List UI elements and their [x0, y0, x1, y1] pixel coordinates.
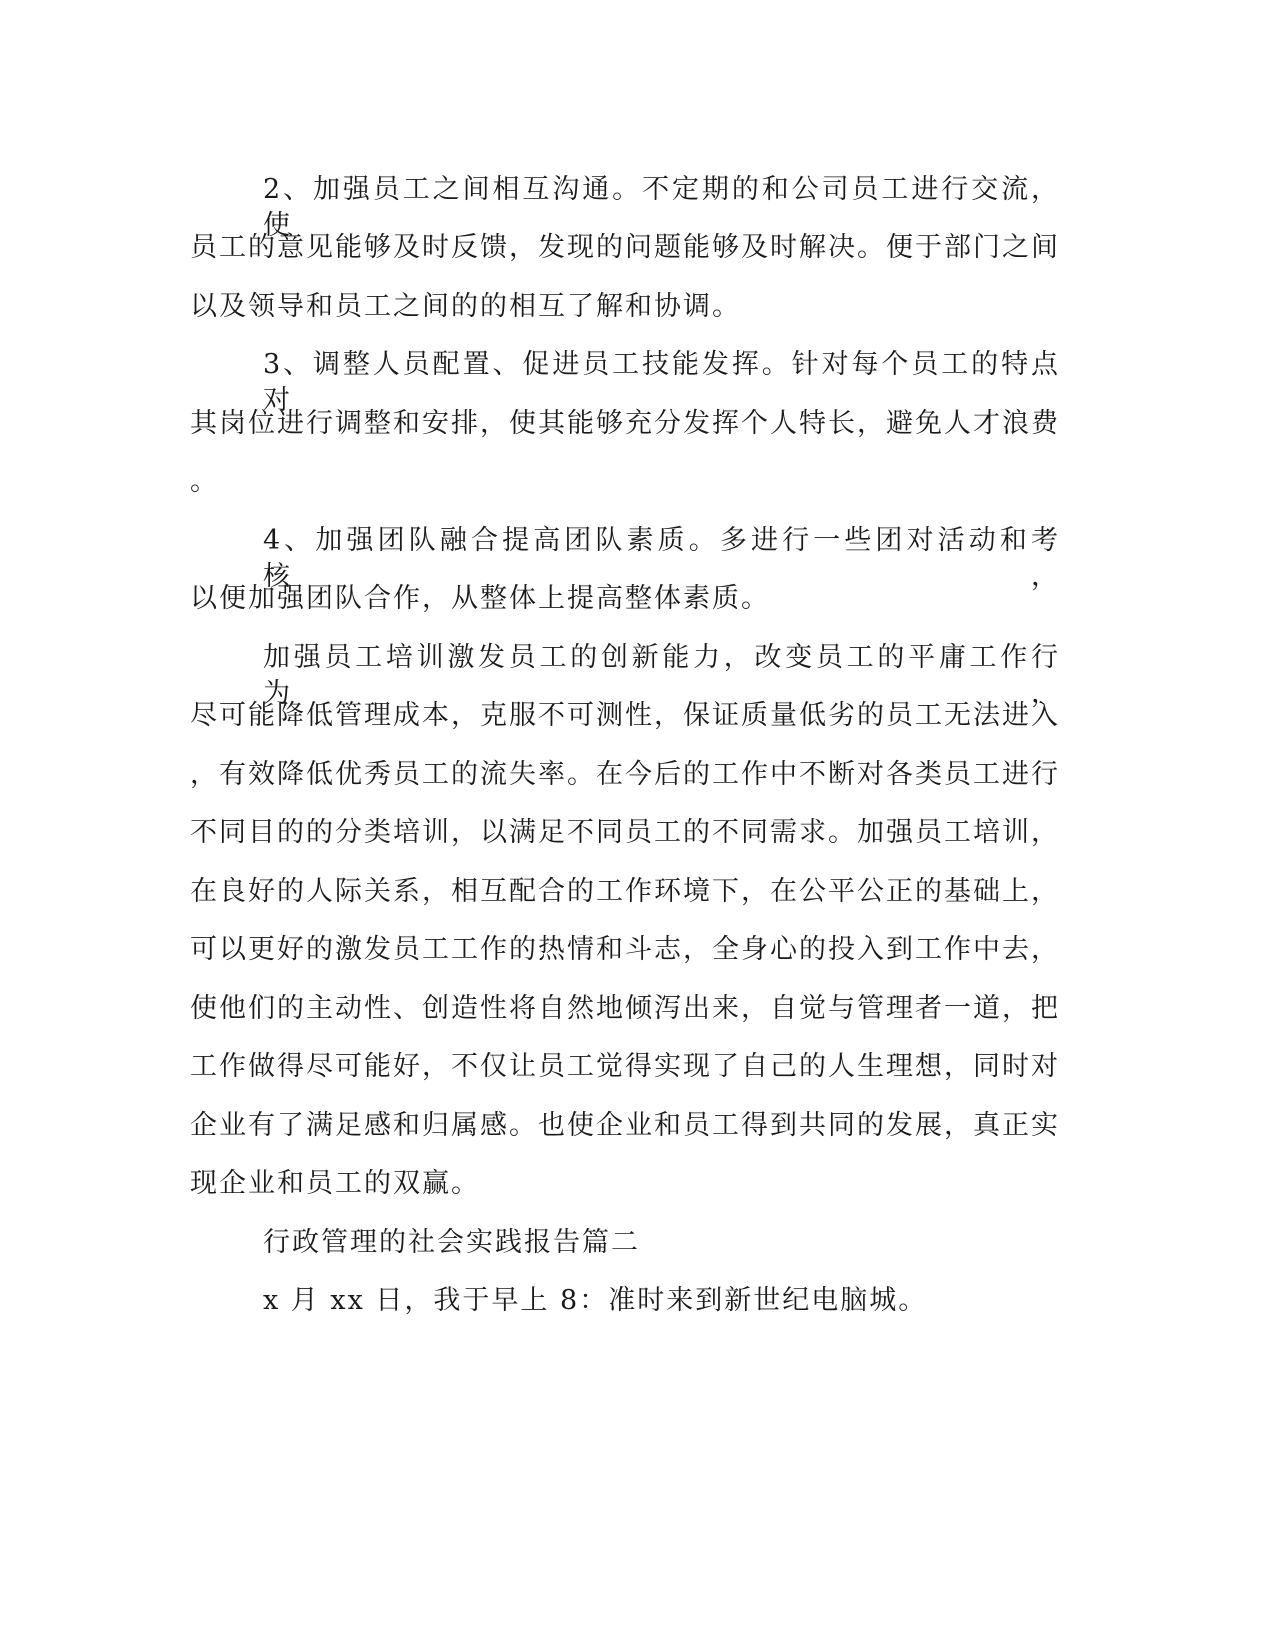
paragraph-5-line-2: 尽可能降低管理成本，克服不可测性，保证质量低劣的员工无法进入 [190, 700, 1060, 731]
paragraph-5-line-3: ，有效降低优秀员工的流失率。在今后的工作中不断对各类员工进行 [190, 759, 1060, 790]
paragraph-5-line-10: 现企业和员工的双赢。 [190, 1168, 480, 1199]
paragraph-2-line-2: 员工的意见能够及时反馈，发现的问题能够及时解决。便于部门之间 [190, 232, 1060, 263]
paragraph-4-line-1: 4、加强团队融合提高团队素质。多进行一些团对活动和考核， [263, 525, 1060, 592]
paragraph-5-line-1: 加强员工培训激发员工的创新能力，改变员工的平庸工作行为， [263, 642, 1060, 709]
paragraph-4-line-2: 以便加强团队合作，从整体上提高整体素质。 [190, 583, 770, 614]
paragraph-5-line-6: 可以更好的激发员工工作的热情和斗志，全身心的投入到工作中去， [190, 934, 1060, 965]
section-heading: 行政管理的社会实践报告篇二 [263, 1227, 640, 1258]
paragraph-5-line-4: 不同目的的分类培训，以满足不同员工的不同需求。加强员工培训， [190, 817, 1060, 848]
paragraph-3-line-3: 。 [190, 466, 219, 497]
paragraph-5-line-5: 在良好的人际关系，相互配合的工作环境下，在公平公正的基础上， [190, 876, 1060, 907]
paragraph-3-line-2: 其岗位进行调整和安排，使其能够充分发挥个人特长，避免人才浪费 [190, 408, 1060, 439]
paragraph-2-line-3: 以及领导和员工之间的的相互了解和协调。 [190, 291, 741, 322]
paragraph-5-line-8: 工作做得尽可能好，不仅让员工觉得实现了自己的人生理想，同时对 [190, 1051, 1060, 1082]
paragraph-5-line-9: 企业有了满足感和归属感。也使企业和员工得到共同的发展，真正实 [190, 1110, 1060, 1141]
paragraph-6-line-1: x 月 xx 日，我于早上 8：准时来到新世纪电脑城。 [263, 1285, 928, 1316]
paragraph-2-line-1: 2、加强员工之间相互沟通。不定期的和公司员工进行交流，使 [263, 174, 1060, 241]
paragraph-5-line-7: 使他们的主动性、创造性将自然地倾泻出来，自觉与管理者一道，把 [190, 993, 1060, 1024]
paragraph-3-line-1: 3、调整人员配置、促进员工技能发挥。针对每个员工的特点对 [263, 349, 1060, 416]
